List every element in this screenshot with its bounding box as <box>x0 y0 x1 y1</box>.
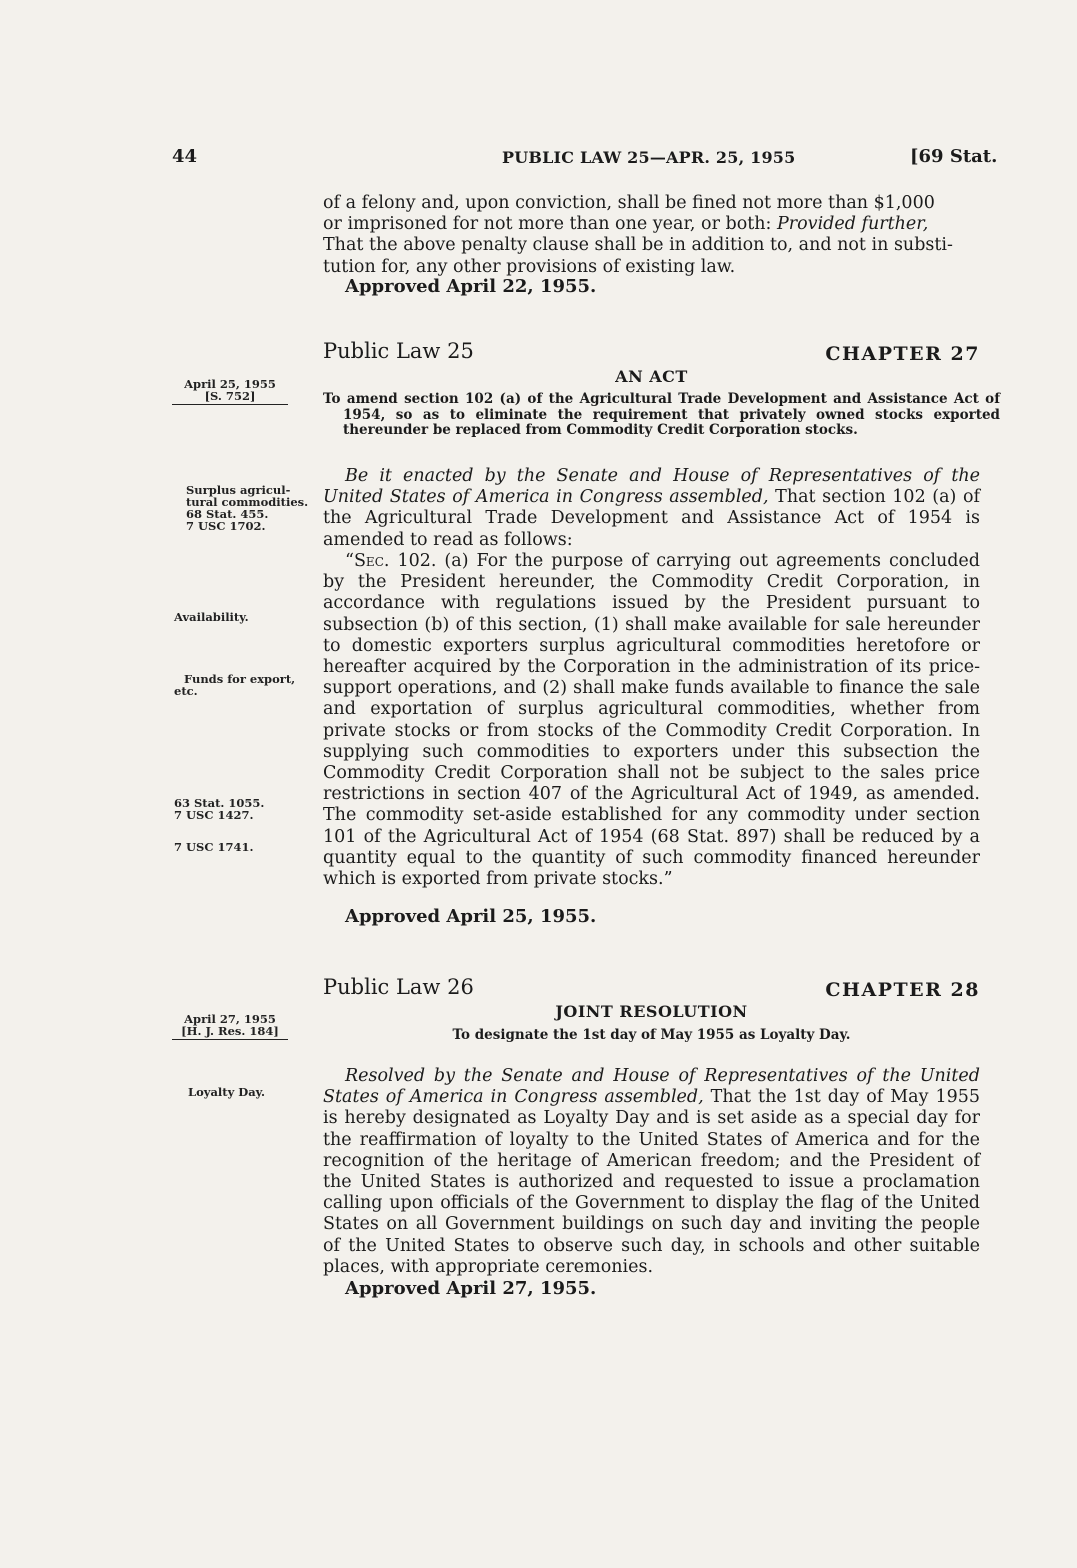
margin-note-7-usc-1741: 7 USC 1741. <box>174 840 254 854</box>
chapter-27-heading: CHAPTER 27 <box>825 343 980 365</box>
approved-line-april-25: Approved April 25, 1955. <box>345 906 597 927</box>
approved-line-april-22: Approved April 22, 1955. <box>345 276 597 297</box>
margin-date-law-25: April 25, 1955 [S. 752] <box>172 378 288 405</box>
margin-note-funds: Funds for export, etc. <box>174 672 296 698</box>
carryover-line-4: tution for, any other provisions of existing law. <box>323 256 736 277</box>
margin-bill-number: [S. 752] <box>204 389 256 403</box>
joint-resolution-heading: JOINT RESOLUTION <box>555 1002 748 1021</box>
an-act-heading: AN ACT <box>615 367 688 386</box>
law-25-enacting-clause: Be it enacted by the Senate and House of Representatives of the United States of America in Congress assembled, That section 102 (a) of the Agricultural Trade Development and Assistance Act of 1954 is amended to read as follows: <box>323 466 980 550</box>
proviso-text: Provided further, <box>777 214 929 235</box>
carryover-text <box>323 193 980 278</box>
margin-note-loyalty-day: Loyalty Day. <box>188 1085 266 1099</box>
section-102-text: “Sec. 102. (a) For the purpose of carrying out agreements concluded by the President hereunder, the Commodity Credit Corporation, in accordance with regulations issued by the President pursuant to subsection (b) of this section, (1) shall make available for sale hereunder to domestic exporters surplus agricultural commodities heretofore or hereafter acquired by the Corporation in the administration of its price-support operations, and (2) shall make funds available to finance the sale and exportation of surplus agricultural commodities, whether from private stocks or from stocks of the Commodity Credit Corporation. In supplying such commodities to exporters under this subsection the Commodity Credit Corporation shall not be subject to the sales price restrictions in section 407 of the Agricultural Act of 1949, as amended. The commodity set-aside established for any commodity under section 101 of the Agricultural Act of 1954 (68 Stat. 897) shall be reduced by a quantity equal to the quantity of such commodity financed hereunder which is exported from private stocks.” <box>323 551 980 890</box>
section-label: “Sec. <box>345 551 390 571</box>
margin-note-availability: Availability. <box>174 610 249 624</box>
public-law-25-title: Public Law 25 <box>323 339 474 363</box>
public-law-26-title: Public Law 26 <box>323 975 474 999</box>
running-head: PUBLIC LAW 25—APR. 25, 1955 <box>502 148 796 167</box>
chapter-28-heading: CHAPTER 28 <box>825 979 980 1001</box>
enacting-formula: Be it enacted by the Senate and House of Representatives of the United States of America in Congress assembled, <box>323 466 980 508</box>
law-26-resolving-clause: Resolved by the Senate and House of Representatives of the United States of America in Congress assembled, That the 1st day of May 1955 is hereby designated as Loyalty Day and is set aside as a special day for the reaffirmation of loyalty to the United States of America and for the recognition of the heritage of American freedom; and the President of the United States is authorized and requested to issue a proclamation calling upon officials of the Government to display the flag of the United States on all Government buildings on such day and inviting the people of the United States to observe such day, in schools and other suitable places, with appropriate ceremonies. <box>323 1066 980 1277</box>
margin-note-surplus: Surplus agricul- tural commodities. 68 Stat. 455. 7 USC 1702. <box>186 483 309 533</box>
margin-resolution-number: [H. J. Res. 184] <box>181 1024 279 1038</box>
law-25-purpose: To amend section 102 (a) of the Agricultural Trade Development and Assistance Act of 1954, so as to eliminate the requirement that privately owned stocks exported thereunder be replaced from Commodity Credit Corporation stocks. <box>323 391 1000 438</box>
carryover-line-3: That the above penalty clause shall be in addition to, and not in substi- <box>323 235 953 256</box>
page-number: 44 <box>172 146 198 167</box>
carryover-line-1: of a felony and, upon conviction, shall be fined not more than $1,000 <box>323 193 935 213</box>
statute-volume-reference: [69 Stat. <box>910 146 998 167</box>
law-26-purpose: To designate the 1st day of May 1955 as Loyalty Day. <box>452 1027 851 1043</box>
approved-line-april-27: Approved April 27, 1955. <box>345 1278 597 1299</box>
carryover-line-2: or imprisoned for not more than one year, or both: Provided further, <box>323 214 929 235</box>
resolving-formula: Resolved by the Senate and House of Representatives of the United States of America in Congress assembled, <box>323 1066 980 1108</box>
margin-date-law-26: April 27, 1955 [H. J. Res. 184] <box>172 1013 288 1040</box>
margin-note-63-stat: 63 Stat. 1055. 7 USC 1427. <box>174 796 265 822</box>
